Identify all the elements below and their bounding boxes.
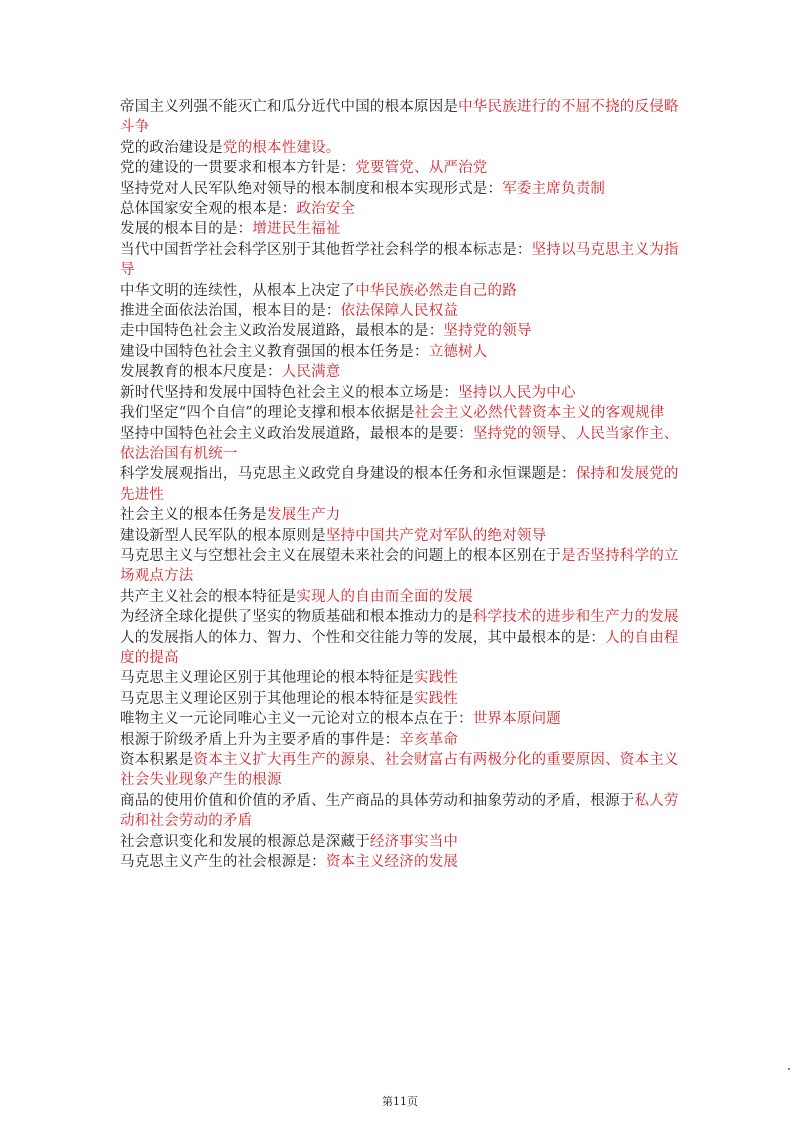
entry-answer: 社会主义必然代替资本主义的客观规律 xyxy=(414,405,665,422)
entry-question: 我们坚定“四个自信”的理论支撑和根本依据是 xyxy=(120,405,415,422)
text-entry xyxy=(120,321,690,341)
entry-answer: 科学技术的进步和生产力的发展 xyxy=(472,609,679,626)
text-entry xyxy=(120,709,690,729)
entry-answer: 党要管党、从严治党 xyxy=(355,160,488,177)
page-edge-mark xyxy=(788,1068,790,1070)
entry-question: 当代中国哲学社会科学区别于其他哲学社会科学的根本标志是： xyxy=(120,241,532,258)
text-entry xyxy=(120,240,690,281)
text-entry xyxy=(120,791,690,832)
entry-question: 帝国主义列强不能灭亡和瓜分近代中国的根本原因是 xyxy=(120,99,459,115)
entry-question: 坚持党对人民军队绝对领导的根本制度和根本实现形式是： xyxy=(120,180,503,197)
entry-answer: 实现人的自由而全面的发展 xyxy=(296,588,473,605)
entry-question: 科学发展观指出，马克思主义政党自身建设的根本任务和永恒课题是： xyxy=(120,466,576,483)
entry-question: 社会主义的根本任务是 xyxy=(120,507,267,524)
entry-answer: 人民满意 xyxy=(281,364,341,381)
entry-question: 根源于阶级矛盾上升为主要矛盾的事件是： xyxy=(120,731,400,748)
page-content xyxy=(120,97,690,872)
entry-answer: 私人劳动和社会劳动的矛盾 xyxy=(120,792,679,830)
entry-answer: 发展生产力 xyxy=(267,507,341,524)
entry-answer: 立德树人 xyxy=(428,343,488,360)
entry-question: 党的政治建设是 xyxy=(120,139,223,156)
entry-answer: 资本主义经济的发展 xyxy=(325,854,459,871)
text-entry xyxy=(120,199,690,219)
entry-answer: 坚持党的领导 xyxy=(443,323,532,340)
entry-answer: 坚持党的领导、人民当家作主、依法治国有机统一 xyxy=(120,425,679,462)
text-entry xyxy=(120,607,690,627)
entry-question: 马克思主义产生的社会根源是： xyxy=(120,854,326,871)
entry-answer: 坚持以马克思主义为指导 xyxy=(120,241,679,279)
text-entry xyxy=(120,832,690,852)
entry-question: 发展教育的根本尺度是： xyxy=(120,364,282,381)
text-entry xyxy=(120,281,690,301)
entry-question: 共产主义社会的根本特征是 xyxy=(120,588,297,605)
entry-question: 社会意识变化和发展的根源总是深藏于 xyxy=(120,833,370,850)
entry-answer: 政治安全 xyxy=(296,201,356,218)
entry-answer: 资本主义扩大再生产的源泉、社会财富占有两极分化的重要原因、资本主义社会失业现象产生的根源 xyxy=(120,752,679,789)
text-entry xyxy=(120,301,690,321)
text-entry xyxy=(120,362,690,382)
entry-question: 中华文明的连续性，从根本上决定了 xyxy=(120,282,356,299)
entry-question: 商品的使用价值和价值的矛盾、生产商品的具体劳动和抽象劳动的矛盾，根源于 xyxy=(120,792,635,809)
text-entry xyxy=(120,526,690,546)
entry-answer: 人的自由程度的提高 xyxy=(120,629,679,666)
entry-answer: 实践性 xyxy=(414,690,459,707)
entry-question: 马克思主义理论区别于其他理论的根本特征是 xyxy=(120,690,414,707)
entry-question: 党的建设的一贯要求和根本方针是： xyxy=(120,160,356,177)
text-entry xyxy=(120,342,690,362)
entry-answer: 依法保障人民权益 xyxy=(340,303,459,320)
entry-question: 建设新型人民军队的根本原则是 xyxy=(120,527,326,544)
text-entry xyxy=(120,464,690,505)
entry-answer: 中华民族必然走自己的路 xyxy=(355,282,517,299)
entry-answer: 是否坚持科学的立场观点方法 xyxy=(120,547,679,585)
entry-question: 总体国家安全观的根本是： xyxy=(120,201,297,218)
entry-answer: 坚持以人民为中心 xyxy=(458,384,576,401)
text-entry xyxy=(120,383,690,403)
entry-question: 人的发展指人的体力、智力、个性和交往能力等的发展，其中最根本的是： xyxy=(120,629,606,646)
entry-question: 唯物主义一元论同唯心主义一元论对立的根本点在于： xyxy=(120,711,473,728)
entry-answer: 中华民族进行的不屈不挠的反侵略斗争 xyxy=(120,99,679,136)
entry-answer: 世界本原问题 xyxy=(472,711,562,728)
entry-question: 资本积累是 xyxy=(120,752,194,768)
page-number: 第11页 xyxy=(382,1095,418,1108)
entry-answer: 实践性 xyxy=(414,670,459,687)
entry-question: 推进全面依法治国，根本目的是： xyxy=(120,303,341,320)
entry-question: 马克思主义与空想社会主义在展望未来社会的问题上的根本区别在于 xyxy=(120,547,561,564)
text-entry xyxy=(120,628,690,669)
entry-answer: 增进民生福祉 xyxy=(252,221,341,238)
entry-answer: 保持和发展党的先进性 xyxy=(120,466,679,503)
entry-question: 为经济全球化提供了坚实的物质基础和根本推动力的是 xyxy=(120,609,473,626)
entry-question: 坚持中国特色社会主义政治发展道路，最根本的是要： xyxy=(120,425,473,442)
entry-answer: 辛亥革命 xyxy=(399,731,459,748)
entry-question: 走中国特色社会主义政治发展道路，最根本的是： xyxy=(120,323,444,340)
entry-question: 新时代坚持和发展中国特色社会主义的根本立场是： xyxy=(120,384,459,401)
entry-answer: 经济事实当中 xyxy=(369,833,459,850)
entry-question: 马克思主义理论区别于其他理论的根本特征是 xyxy=(120,670,414,687)
entry-question: 建设中国特色社会主义教育强国的根本任务是： xyxy=(120,343,429,360)
text-entry xyxy=(120,179,690,199)
text-entry xyxy=(120,730,690,750)
text-entry xyxy=(120,505,690,525)
text-entry xyxy=(120,587,690,607)
entry-answer: 党的根本性建设。 xyxy=(222,139,341,156)
text-entry xyxy=(120,219,690,239)
text-entry xyxy=(120,158,690,178)
text-entry xyxy=(120,138,690,158)
text-entry xyxy=(120,668,690,688)
text-entry xyxy=(120,424,690,465)
text-entry xyxy=(120,97,690,138)
text-entry xyxy=(120,750,690,791)
entry-answer: 军委主席负责制 xyxy=(502,180,606,197)
text-entry xyxy=(120,689,690,709)
entry-question: 发展的根本目的是： xyxy=(120,221,253,238)
text-entry xyxy=(120,546,690,587)
text-entry xyxy=(120,403,690,423)
entry-answer: 坚持中国共产党对军队的绝对领导 xyxy=(325,527,547,544)
text-entry xyxy=(120,852,690,872)
